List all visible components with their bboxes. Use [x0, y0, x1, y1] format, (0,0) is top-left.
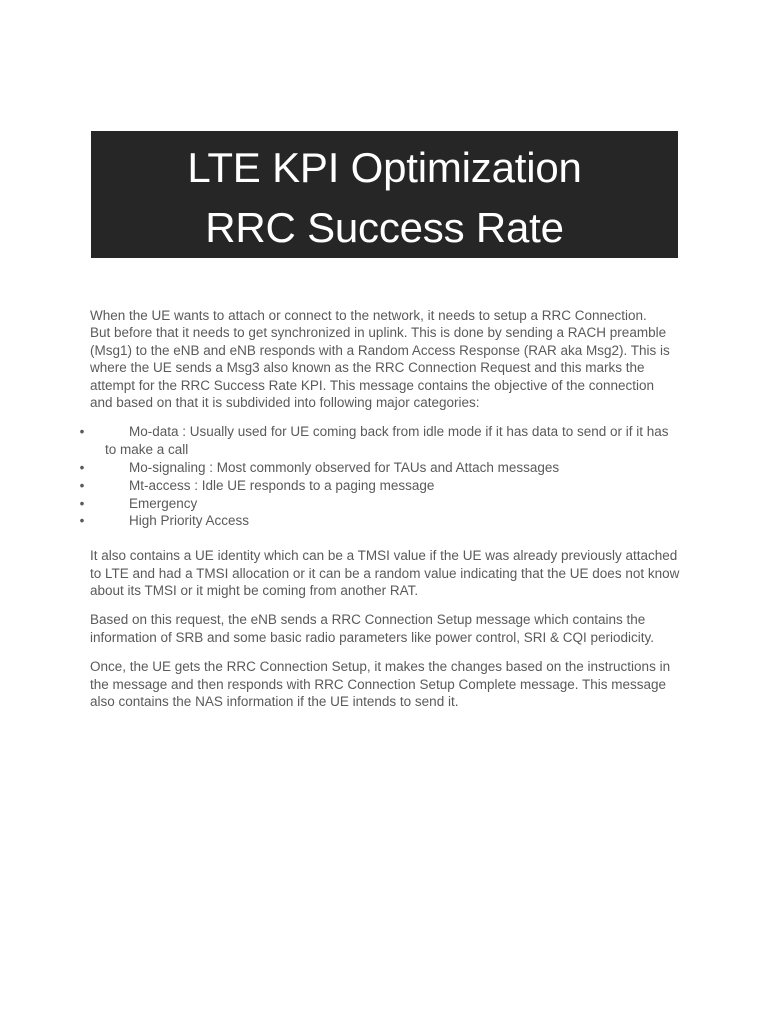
document-body: [79, 307, 680, 710]
list-item-text: Mt-access : Idle UE responds to a paging message: [129, 477, 435, 493]
paragraph-intro-1: When the UE wants to attach or connect to the network, it needs to setup a RRC Connection.: [90, 308, 647, 323]
title-line-1: LTE KPI Optimization: [187, 144, 582, 191]
list-item-text: Mo-data : Usually used for UE coming back from idle mode if it has data to send or if it has to make a call: [105, 424, 669, 458]
list-item-text: High Priority Access: [129, 513, 250, 529]
list-item-text: Mo-signaling : Most commonly observed for TAUs and Attach messages: [129, 460, 560, 476]
title-banner: [91, 131, 678, 258]
bullet-icon: •: [79, 460, 85, 476]
paragraph-connection-setup: Based on this request, the eNB sends a RRC Connection Setup message which contains the information of SRB and some basic radio parameters like power control, SRI & CQI periodicity.: [90, 612, 654, 645]
paragraph-setup-complete: Once, the UE gets the RRC Connection Setup, it makes the changes based on the instructions in the message and then responds with RRC Connection Setup Complete message. This message also contains the NAS information if the UE intends to send it.: [90, 659, 671, 710]
category-list: [79, 423, 680, 530]
paragraph-intro-2: But before that it needs to get synchronized in uplink. This is done by sending a RACH preamble (Msg1) to the eNB and eNB responds with a Random Access Response (RAR aka Msg2). This is where the UE sends a Msg3 also known as the RRC Connection Request and this marks the attempt for the RRC Success Rate KPI. This message contains the objective of the connection and based on that it is subdivided into following major categories:: [90, 325, 670, 411]
bullet-icon: •: [79, 477, 85, 493]
list-item: [79, 512, 680, 530]
paragraph-ue-identity: It also contains a UE identity which can be a TMSI value if the UE was already previously attached to LTE and had a TMSI allocation or it can be a random value indicating that the UE does not know about its TMSI or it might be coming from another RAT.: [90, 548, 680, 599]
title-line-2: RRC Success Rate: [205, 204, 564, 251]
list-item: [79, 477, 680, 495]
bullet-icon: •: [79, 424, 85, 440]
list-item-text: Emergency: [129, 495, 198, 511]
list-item: [79, 459, 680, 477]
bullet-icon: •: [79, 513, 85, 529]
list-item: [79, 495, 680, 513]
list-item: [79, 423, 680, 459]
bullet-icon: •: [79, 495, 85, 511]
